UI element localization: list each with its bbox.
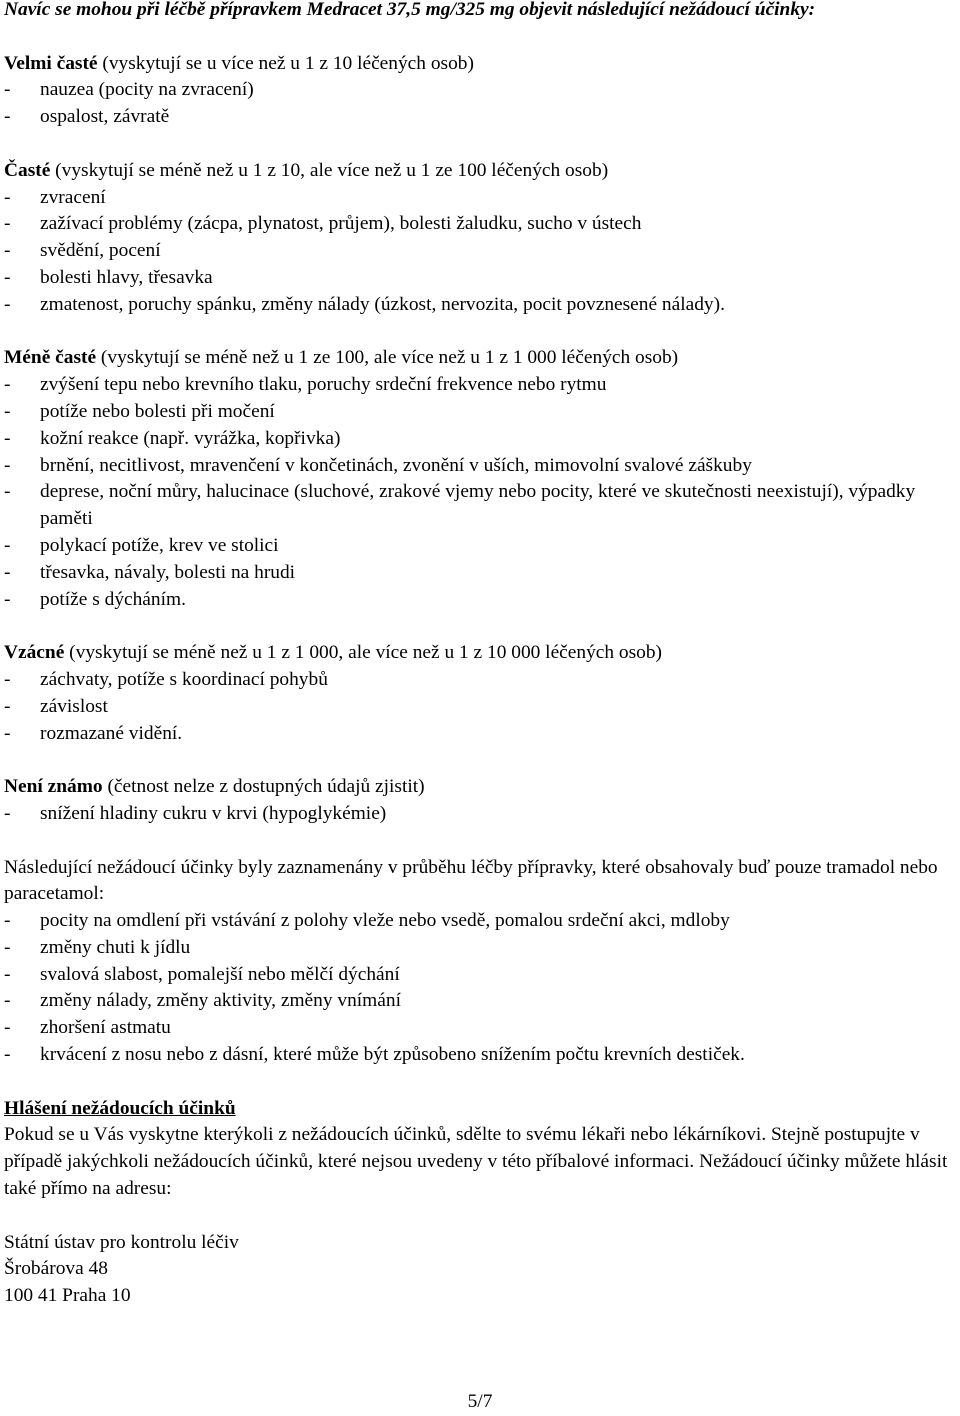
heading-definition: (četnost nelze z dostupných údajů zjistit) xyxy=(107,776,425,798)
address-line: 100 41 Praha 10 xyxy=(4,1285,131,1307)
list-item: - potíže nebo bolesti při močení xyxy=(4,400,275,422)
list-item: - zvracení xyxy=(4,186,106,208)
heading-frequency: Vzácné xyxy=(4,642,65,664)
list-item: - třesavka, návaly, bolesti na hrudi xyxy=(4,561,296,583)
list-item: - nauzea (pocity na zvracení) xyxy=(4,79,254,101)
heading-frequency: Není známo xyxy=(4,776,103,798)
reporting-text: Pokud se u Vás vyskytne kterýkoli z nežádoucích účinků, sdělte to svému lékaři nebo lékárníkovi. Stejně postupujte v případě jakýchkoli nežádoucích účinků, které nejsou uvedeny v této příbalové informaci. Nežádoucí účinky můžete hlásit také přímo na adresu: xyxy=(4,1124,948,1200)
address-block xyxy=(4,1230,960,1310)
section-heading xyxy=(4,640,960,667)
heading-frequency: Méně časté xyxy=(4,347,97,369)
section-heading xyxy=(4,345,960,372)
list-item: - brnění, necitlivost, mravenčení v končetinách, zvonění v uších, mimovolní svalové záškuby xyxy=(4,454,752,476)
list-item: - ospalost, závratě xyxy=(4,106,170,128)
list-item: - zhoršení astmatu xyxy=(4,1017,171,1039)
list-item: - rozmazané vidění. xyxy=(4,722,183,744)
reporting-heading: Hlášení nežádoucích účinků xyxy=(4,1097,236,1119)
list-item: - zvýšení tepu nebo krevního tlaku, poruchy srdeční frekvence nebo rytmu xyxy=(4,374,607,396)
list-item: - krvácení z nosu nebo z dásní, které může být způsobeno snížením počtu krevních destiček. xyxy=(4,1044,745,1066)
section-title: Navíc se mohou při léčbě přípravkem Medracet 37,5 mg/325 mg objevit následující nežádoucí účinky: xyxy=(4,0,816,20)
heading-definition: (vyskytují se méně než u 1 ze 100, ale více než u 1 z 1 000 léčených osob) xyxy=(100,347,679,369)
list-item: - zmatenost, poruchy spánku, změny nálady (úzkost, nervozita, pocit povznesené nálady). xyxy=(4,293,725,315)
list-item: - změny chuti k jídlu xyxy=(4,936,191,958)
list-item: - deprese, noční můry, halucinace (sluchové, zrakové vjemy nebo pocity, které ve skutečnosti neexistují), výpadky paměti xyxy=(4,481,916,530)
list-item: - záchvaty, potíže s koordinací pohybů xyxy=(4,668,328,690)
address-line: Šrobárova 48 xyxy=(4,1258,108,1280)
other-effects-section xyxy=(4,855,960,1069)
list-item: - zažívací problémy (zácpa, plynatost, průjem), bolesti žaludku, sucho v ústech xyxy=(4,213,642,235)
list-item: - bolesti hlavy, třesavka xyxy=(4,266,213,288)
reporting-section xyxy=(4,1096,960,1203)
heading-definition: (vyskytují se méně než u 1 z 10, ale více než u 1 ze 100 léčených osob) xyxy=(55,159,609,181)
section-heading xyxy=(4,51,960,78)
list-item: - snížení hladiny cukru v krvi (hypoglykémie) xyxy=(4,802,387,824)
page-number: 5/7 xyxy=(467,1391,493,1412)
list-item: - změny nálady, změny aktivity, změny vnímání xyxy=(4,990,401,1012)
list-item: - svědění, pocení xyxy=(4,240,161,262)
list-item: - svalová slabost, pomalejší nebo mělčí dýchání xyxy=(4,963,400,985)
list-item: - pocity na omdlení při vstávání z polohy vleže nebo vsedě, pomalou srdeční akci, mdloby xyxy=(4,910,730,932)
frequency-section-common xyxy=(4,158,960,319)
frequency-section-rare xyxy=(4,640,960,747)
list-item: - polykací potíže, krev ve stolici xyxy=(4,534,279,556)
document-body xyxy=(4,0,960,1310)
heading-frequency: Velmi časté xyxy=(4,52,98,74)
list-item: - závislost xyxy=(4,695,108,717)
frequency-section-unknown xyxy=(4,774,960,828)
heading-definition: (vyskytují se u více než u 1 z 10 léčených osob) xyxy=(102,52,474,74)
section-heading xyxy=(4,158,960,185)
heading-frequency: Časté xyxy=(4,159,51,181)
other-effects-intro: Následující nežádoucí účinky byly zaznamenány v průběhu léčby přípravky, které obsahovaly buď pouze tramadol nebo paracetamol: xyxy=(4,856,938,905)
list-item: - kožní reakce (např. vyrážka, kopřivka) xyxy=(4,427,341,449)
frequency-section-very-common xyxy=(4,51,960,131)
heading-definition: (vyskytují se méně než u 1 z 1 000, ale více než u 1 z 10 000 léčených osob) xyxy=(69,642,663,664)
address-line: Státní ústav pro kontrolu léčiv xyxy=(4,1231,239,1253)
frequency-section-uncommon xyxy=(4,345,960,613)
section-heading xyxy=(4,774,960,801)
list-item: - potíže s dýcháním. xyxy=(4,588,186,610)
